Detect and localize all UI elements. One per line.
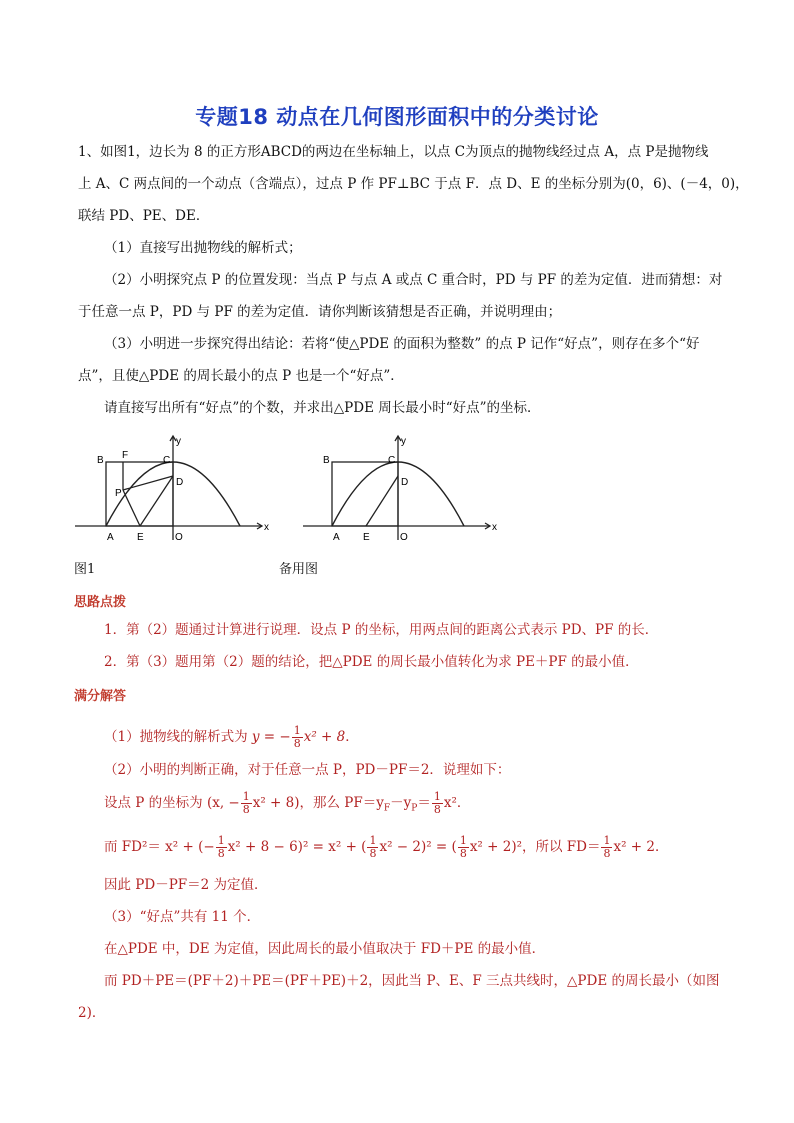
segment-de [366, 476, 398, 526]
label-d: D [401, 477, 409, 488]
solution-text: －y [390, 795, 412, 811]
label-x: x [492, 522, 497, 533]
fraction: $\frac{1}{8}$ [293, 724, 301, 750]
solution-text: x² + 8)，那么 PF＝y [252, 795, 384, 811]
figure-1 [70, 430, 280, 550]
solution-text: x²． [443, 795, 471, 811]
label-o: O [400, 532, 408, 543]
question-2-line-1: （2）小明探究点 P 的位置发现：当点 P 与点 A 或点 C 重合时，PD 与 PF 的差为定值．进而猜想：对 [104, 272, 723, 288]
solution-line-perimeter: 在△PDE 中，DE 为定值，因此周长的最小值取决于 FD＋PE 的最小值． [104, 941, 546, 957]
figure-2 [298, 430, 508, 550]
solution-part-3: （3）“好点”共有 11 个． [104, 909, 261, 925]
page-title: 专题18 动点在几何图形面积中的分类讨论 [195, 105, 599, 129]
label-c: C [388, 455, 396, 466]
label-o: O [175, 532, 183, 543]
problem-line-3: 联结 PD、PE、DE． [78, 208, 210, 224]
question-1: （1）直接写出抛物线的解析式； [104, 240, 302, 256]
label-a: A [107, 532, 114, 543]
fraction: $\frac{1}{8}$ [433, 790, 441, 816]
solution-text: x² + 2)²，所以 FD＝ [469, 839, 601, 855]
label-x: x [264, 522, 269, 533]
question-2-line-2: 于任意一点 P，PD 与 PF 的差为定值．请你判断该猜想是否正确，并说明理由； [78, 304, 562, 320]
fraction: $\frac{1}{8}$ [603, 834, 611, 860]
solution-part-2: （2）小明的判断正确，对于任意一点 P，PD－PF＝2．说理如下： [104, 762, 511, 778]
solution-conclusion-2: 因此 PD－PF＝2 为定值． [104, 877, 268, 893]
solution-text: x² − 2)² = ( [379, 839, 457, 855]
formula: y = − [251, 729, 291, 745]
subscript: F [383, 803, 391, 814]
label-e: E [137, 532, 144, 543]
fraction: $\frac{1}{8}$ [217, 834, 225, 860]
figure-1-caption: 图1 [74, 562, 96, 577]
label-b: B [323, 455, 330, 466]
solution-text: x² + 2． [613, 839, 669, 855]
label-y: y [176, 436, 181, 447]
solution-heading: 满分解答 [74, 689, 127, 704]
problem-line-2: 上 A、C 两点间的一个动点（含端点），过点 P 作 PF⊥BC 于点 F．点 D、E 的坐标分别为(0，6)、(－4，0)， [78, 176, 749, 192]
question-3-line-2: 点”，且使△PDE 的周长最小的点 P 也是一个“好点”． [78, 368, 404, 384]
solution-text: ＝ [417, 795, 431, 811]
problem-line-1: 1、如图1，边长为 8 的正方形ABCD的两边在坐标轴上，以点 C为顶点的抛物线经过点 A，点 P是抛物线 [78, 144, 709, 160]
subscript: P [411, 803, 418, 814]
segment-pe [123, 490, 140, 526]
solution-text: x² + 8 − 6)² = x² + ( [227, 839, 367, 855]
solution-text: 设点 P 的坐标为 (x, − [104, 795, 240, 811]
label-y: y [401, 436, 406, 447]
label-c: C [163, 455, 171, 466]
solution-line-coords [104, 786, 470, 820]
solution-line-end: 2)． [78, 1005, 106, 1021]
solution-part-1 [104, 720, 359, 754]
fraction: $\frac{1}{8}$ [459, 834, 467, 860]
solution-text: ． [345, 729, 359, 745]
figure-2-caption: 备用图 [279, 562, 319, 577]
square-abcd [332, 462, 398, 526]
fraction: $\frac{1}{8}$ [242, 790, 250, 816]
solution-line-fd [104, 830, 669, 864]
question-3-line-3: 请直接写出所有“好点”的个数，并求出△PDE 周长最小时“好点”的坐标． [104, 400, 541, 416]
solution-text: 而 FD²＝ x² + (− [104, 839, 215, 855]
formula: x² + 8 [303, 729, 346, 745]
label-d: D [176, 477, 184, 488]
label-b: B [97, 455, 104, 466]
solution-text: （1）抛物线的解析式为 [104, 729, 252, 745]
label-p: P [115, 488, 122, 499]
hint-2: 2．第（3）题用第（2）题的结论，把△PDE 的周长最小值转化为求 PE＋PF 的最小值． [104, 654, 639, 670]
solution-line-collinear: 而 PD＋PE＝(PF＋2)＋PE＝(PF＋PE)＋2，因此当 P、E、F 三点共线时，△PDE 的周长最小（如图 [104, 973, 720, 989]
hints-heading: 思路点拨 [74, 595, 127, 610]
hint-1: 1．第（2）题通过计算进行说理．设点 P 的坐标，用两点间的距离公式表示 PD、PF 的长． [104, 622, 659, 638]
label-f: F [122, 450, 129, 461]
fraction: $\frac{1}{8}$ [369, 834, 377, 860]
label-e: E [363, 532, 370, 543]
label-a: A [333, 532, 340, 543]
question-3-line-1: （3）小明进一步探究得出结论：若将“使△PDE 的面积为整数” 的点 P 记作“好点”，则存在多个“好 [104, 336, 700, 352]
